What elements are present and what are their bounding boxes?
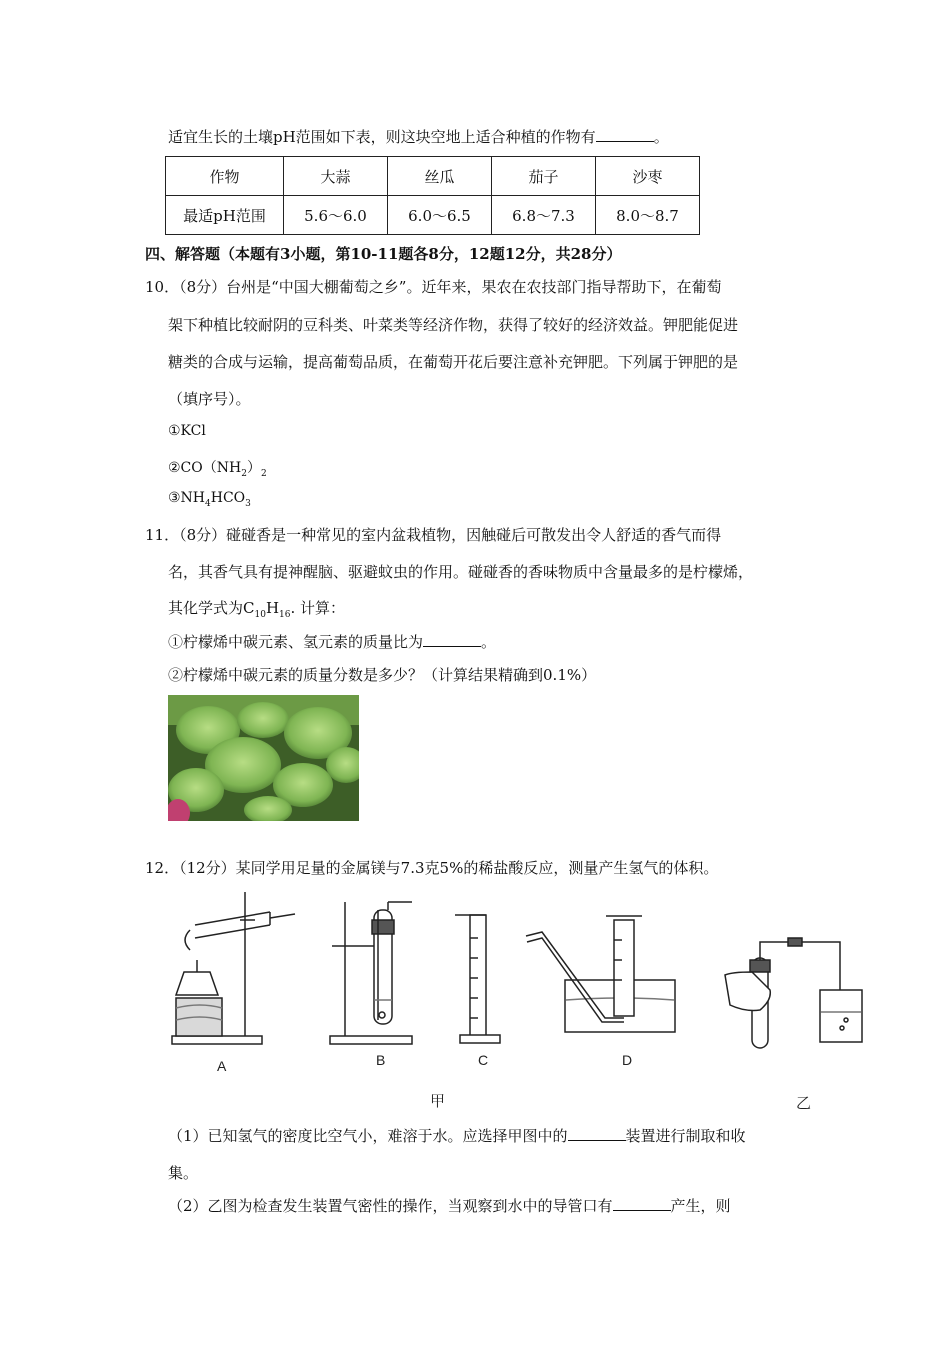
- intro-text: 适宜生长的土壤pH范围如下表，则这块空地上适合种植的作物有: [168, 128, 596, 146]
- section-heading: 四、解答题（本题有3小题，第10-11题各8分，12题12分，共28分）: [145, 245, 622, 263]
- q10-line2: 架下种植比较耐阴的豆科类、叶菜类等经济作物，获得了较好的经济效益。钾肥能促进: [168, 316, 739, 334]
- q10-line3: 糖类的合成与运输，提高葡萄品质，在葡萄开花后要注意补充钾肥。下列属于钾肥的是: [168, 353, 739, 371]
- answer-blank: [613, 1196, 671, 1211]
- apparatus-d: [526, 916, 675, 1068]
- fig-label-c: C: [478, 1052, 489, 1068]
- intro-line: [168, 126, 669, 147]
- formula-part: HCO: [210, 490, 246, 506]
- q11-line3: [168, 597, 345, 620]
- q11-part1-text: ①柠檬烯中碳元素、氢元素的质量比为: [168, 633, 424, 651]
- q10-option-2: [168, 457, 267, 479]
- subscript: 10: [254, 610, 266, 620]
- formula-part: ）: [246, 460, 261, 476]
- q12-part2-text-b: 产生，则: [670, 1197, 731, 1215]
- q12-part2-text: （2）乙图为检查发生装置气密性的操作，当观察到水中的导管口有: [168, 1197, 613, 1215]
- q12-part1-text-b: 装置进行制取和收: [625, 1127, 746, 1145]
- table-cell: 8.0～8.7: [596, 196, 700, 235]
- q12-part1-text: （1）已知氢气的密度比空气小，难溶于水。应选择甲图中的: [168, 1127, 568, 1145]
- intro-end: 。: [653, 128, 669, 146]
- table-cell: 作物: [166, 157, 284, 196]
- q11-line2: 名，其香气具有提神醒脑、驱避蚊虫的作用。碰碰香的香味物质中含量最多的是柠檬烯，: [168, 563, 754, 581]
- table-cell: 6.8～7.3: [492, 196, 596, 235]
- fig-label-d: D: [622, 1052, 633, 1068]
- fig-caption-jia: 甲: [430, 1092, 446, 1110]
- q12-line1: 12．（12分）某同学用足量的金属镁与7.3克5%的稀盐酸反应，测量产生氢气的体积。: [145, 859, 719, 877]
- fig-caption-yi: 乙: [796, 1094, 812, 1112]
- table-cell: 最适pH范围: [166, 196, 284, 235]
- fig-label-a: A: [217, 1058, 227, 1074]
- q10-line4: （填序号）。: [168, 390, 251, 408]
- table-cell: 大蒜: [284, 157, 388, 196]
- formula-part: H: [265, 599, 280, 617]
- q12-part2: [168, 1195, 731, 1216]
- q12-part1-cont: 集。: [168, 1164, 199, 1182]
- subscript: 16: [279, 610, 291, 620]
- subscript: 4: [205, 498, 211, 509]
- subscript: 2: [260, 468, 267, 479]
- table-cell: 丝瓜: [388, 157, 492, 196]
- q11-line1: 11．（8分）碰碰香是一种常见的室内盆栽植物，因触碰后可散发出令人舒适的香气而得: [145, 526, 722, 544]
- apparatus-figure: [160, 880, 880, 1120]
- fig-label-b: B: [376, 1052, 386, 1068]
- subscript: 3: [245, 498, 251, 509]
- apparatus-c: [455, 915, 500, 1068]
- q10-option-3: [168, 490, 251, 509]
- q12-part1: [168, 1125, 746, 1146]
- answer-blank: [596, 127, 654, 142]
- formula-part: 其化学式为C: [168, 599, 255, 617]
- table-cell: 沙枣: [596, 157, 700, 196]
- table-row: [166, 157, 700, 196]
- q11-part2: ②柠檬烯中碳元素的质量分数是多少？（计算结果精确到0.1%）: [168, 666, 597, 684]
- answer-blank: [568, 1126, 626, 1141]
- q10-line1: 10．（8分）台州是“中国大棚葡萄之乡”。近年来，果农在农技部门指导帮助下，在葡萄: [145, 278, 722, 296]
- q10-option-1: ①KCl: [168, 423, 206, 439]
- formula-part: ②CO（NH: [168, 460, 242, 476]
- formula-part: . 计算：: [290, 599, 346, 617]
- formula-part: ③NH: [168, 490, 206, 506]
- q11-part1-end: 。: [481, 633, 497, 651]
- table-cell: 5.6～6.0: [284, 196, 388, 235]
- table-cell: 茄子: [492, 157, 596, 196]
- table-cell: 6.0～6.5: [388, 196, 492, 235]
- apparatus-a: [172, 892, 295, 1074]
- table-row: [166, 196, 700, 235]
- apparatus-yi: [725, 938, 862, 1048]
- ph-table: [165, 156, 700, 235]
- subscript: 2: [241, 468, 247, 479]
- apparatus-b: [330, 902, 412, 1068]
- q11-part1: [168, 631, 496, 652]
- plant-photo: [168, 695, 359, 821]
- answer-blank: [423, 632, 481, 647]
